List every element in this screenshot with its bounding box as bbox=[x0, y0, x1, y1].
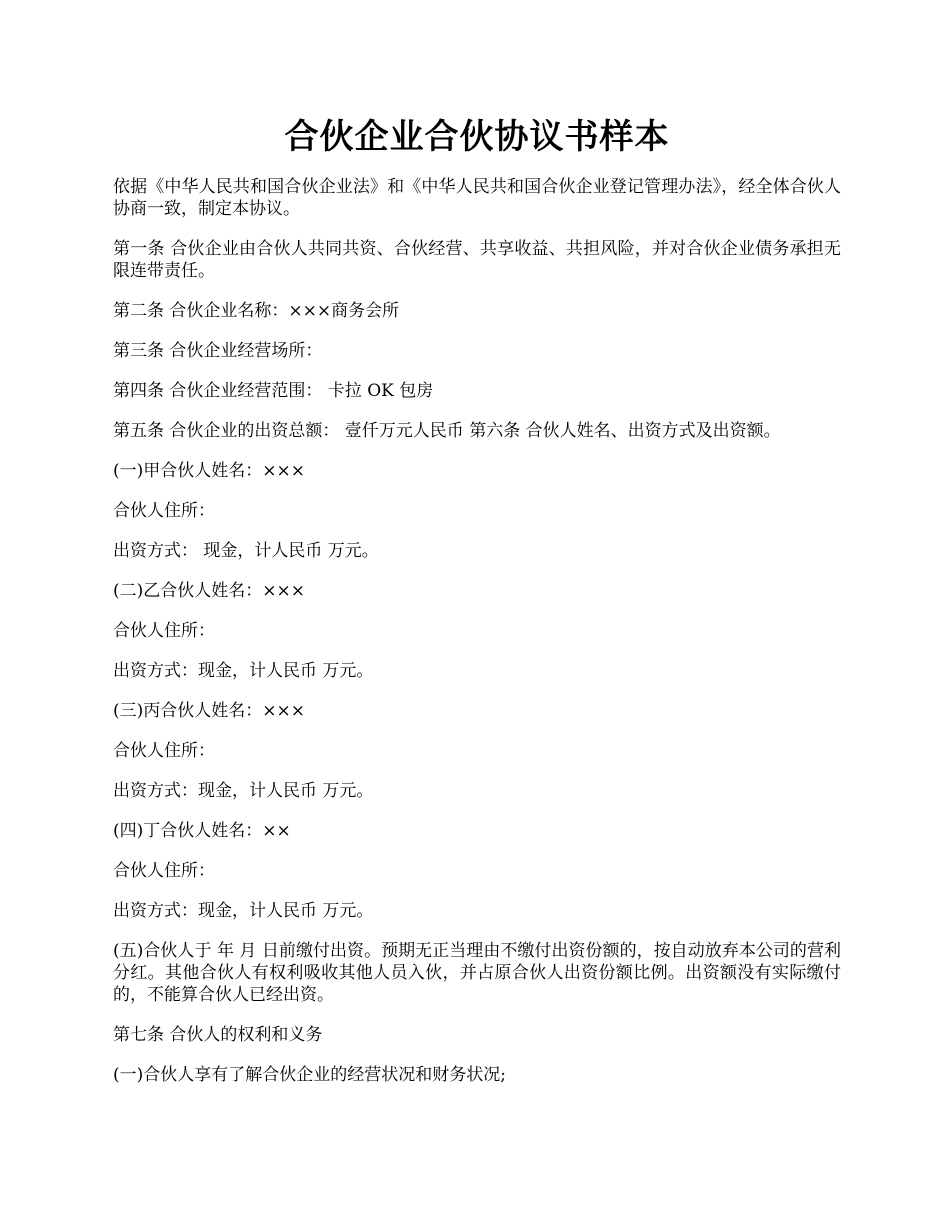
paragraph-partner-b-contribution: 出资方式：现金，计人民币 万元。 bbox=[113, 661, 374, 681]
paragraph-payment-terms: (五)合伙人于 年 月 日前缴付出资。预期无正当理由不缴付出资份额的，按自动放弃本公司的营利分红。其他合伙人有权利吸收其他人员入伙，并占原合伙人出资份额比例。出资额没有实际缴付的，不能算合伙人已经出资。 bbox=[113, 941, 841, 1005]
paragraph-partner-b-address: 合伙人住所： bbox=[113, 621, 215, 641]
paragraph-partner-d-name: (四)丁合伙人姓名：×× bbox=[113, 821, 291, 841]
paragraph-preamble: 依据《中华人民共和国合伙企业法》和《中华人民共和国合伙企业登记管理办法》，经全体合伙人协商一致，制定本协议。 bbox=[113, 177, 841, 219]
paragraph-article-3: 第三条 合伙企业经营场所： bbox=[113, 341, 323, 361]
paragraph-partner-c-address: 合伙人住所： bbox=[113, 741, 215, 761]
paragraph-right-1: (一)合伙人享有了解合伙企业的经营状况和财务状况; bbox=[113, 1065, 506, 1085]
document-page bbox=[113, 112, 841, 1104]
paragraph-partner-a-contribution: 出资方式： 现金，计人民币 万元。 bbox=[113, 541, 379, 561]
paragraph-partner-c-name: (三)丙合伙人姓名：××× bbox=[113, 701, 305, 721]
paragraph-partner-a-name: (一)甲合伙人姓名：××× bbox=[113, 461, 305, 481]
paragraph-article-2: 第二条 合伙企业名称：×××商务会所 bbox=[113, 301, 400, 321]
paragraph-partner-a-address: 合伙人住所： bbox=[113, 501, 215, 521]
paragraph-partner-d-address: 合伙人住所： bbox=[113, 861, 215, 881]
paragraph-partner-b-name: (二)乙合伙人姓名：××× bbox=[113, 581, 305, 601]
paragraph-article-5-6: 第五条 合伙企业的出资总额： 壹仟万元人民币 第六条 合伙人姓名、出资方式及出资额。 bbox=[113, 421, 781, 441]
paragraph-partner-d-contribution: 出资方式：现金，计人民币 万元。 bbox=[113, 901, 374, 921]
paragraph-article-7: 第七条 合伙人的权利和义务 bbox=[113, 1025, 323, 1045]
paragraph-article-1: 第一条 合伙企业由合伙人共同共资、合伙经营、共享收益、共担风险，并对合伙企业债务承担无限连带责任。 bbox=[113, 239, 841, 281]
paragraph-partner-c-contribution: 出资方式：现金，计人民币 万元。 bbox=[113, 781, 374, 801]
document-title: 合伙企业合伙协议书样本 bbox=[284, 117, 670, 157]
paragraph-article-4: 第四条 合伙企业经营范围： 卡拉 OK 包房 bbox=[113, 381, 434, 401]
